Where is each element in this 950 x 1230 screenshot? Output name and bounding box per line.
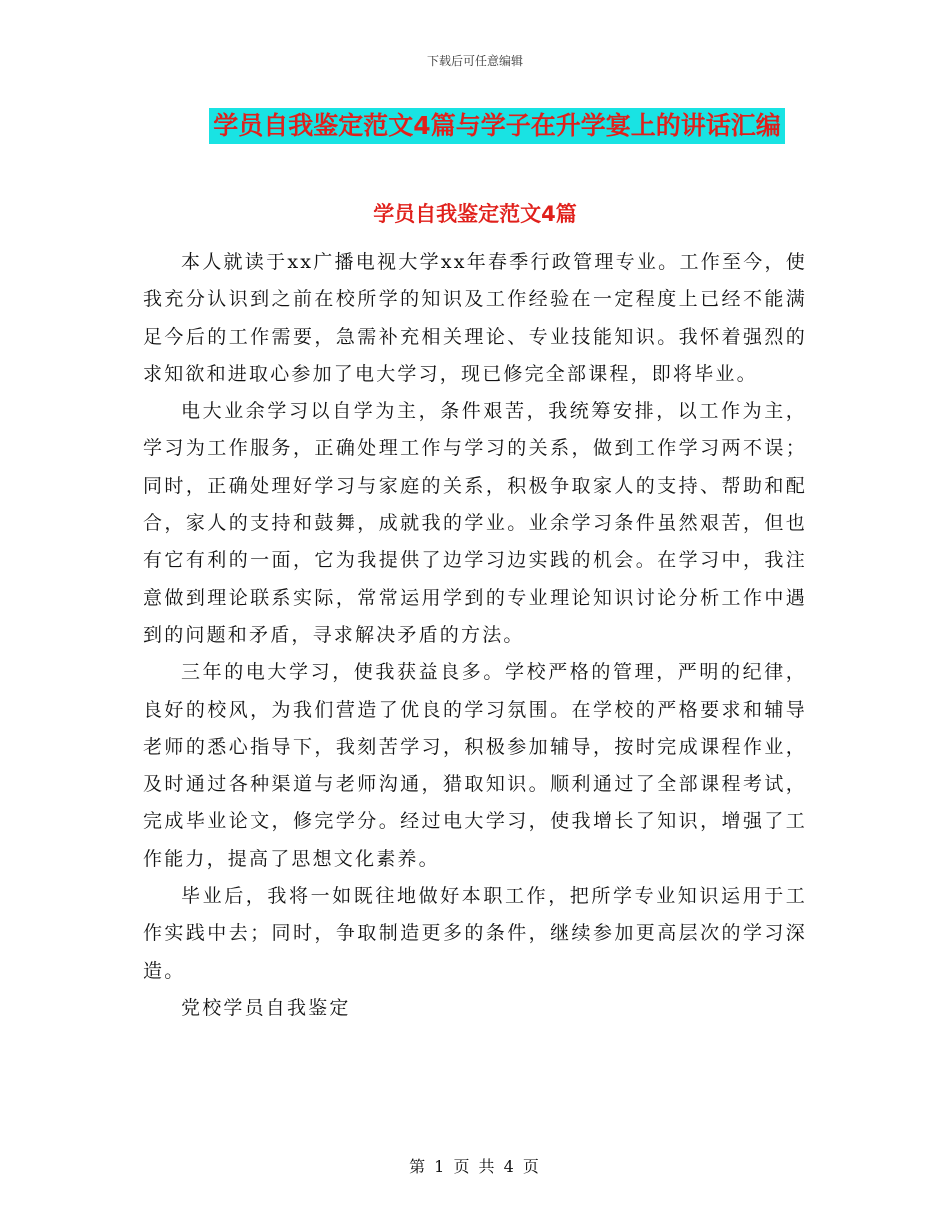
page-number-footer: 第 1 页 共 4 页 [409, 1157, 541, 1176]
paragraph: 毕业后，我将一如既往地做好本职工作，把所学专业知识运用于工作实践中去；同时，争取制造更多的条件，继续参加更高层次的学习深造。 [143, 885, 807, 982]
paragraph: 电大业余学习以自学为主，条件艰苦，我统筹安排，以工作为主，学习为工作服务，正确处理工作与学习的关系，做到工作学习两不误；同时，正确处理好学习与家庭的关系，积极争取家人的支持、帮助和配合，家人的支持和鼓舞，成就我的学业。业余学习条件虽然艰苦，但也有它有利的一面，它为我提供了边学习边实践的机会。在学习中，我注意做到理论联系实际，常常运用学到的专业理论知识讨论分析工作中遇到的问题和矛盾，寻求解决矛盾的方法。 [143, 400, 807, 646]
document-title: 学员自我鉴定范文4篇与学子在升学宴上的讲话汇编 [209, 108, 784, 144]
header-note: 下载后可任意编辑 [426, 54, 523, 68]
paragraph: 本人就读于xx广播电视大学xx年春季行政管理专业。工作至今，使我充分认识到之前在校所学的知识及工作经验在一定程度上已经不能满足今后的工作需要，急需补充相关理论、专业技能知识。我怀着强烈的求知欲和进取心参加了电大学习，现已修完全部课程，即将毕业。 [143, 251, 807, 385]
paragraph-subheading: 党校学员自我鉴定 [181, 996, 351, 1019]
section-title: 学员自我鉴定范文4篇 [373, 202, 577, 226]
document-title-wrapper [0, 108, 950, 144]
paragraph: 三年的电大学习，使我获益良多。学校严格的管理，严明的纪律，良好的校风，为我们营造了优良的学习氛围。在学校的严格要求和辅导老师的悉心指导下，我刻苦学习，积极参加辅导，按时完成课程作业，及时通过各种渠道与老师沟通，猎取知识。顺利通过了全部课程考试，完成毕业论文，修完学分。经过电大学习，使我增长了知识，增强了工作能力，提高了思想文化素养。 [143, 661, 807, 870]
document-body [143, 244, 807, 1027]
